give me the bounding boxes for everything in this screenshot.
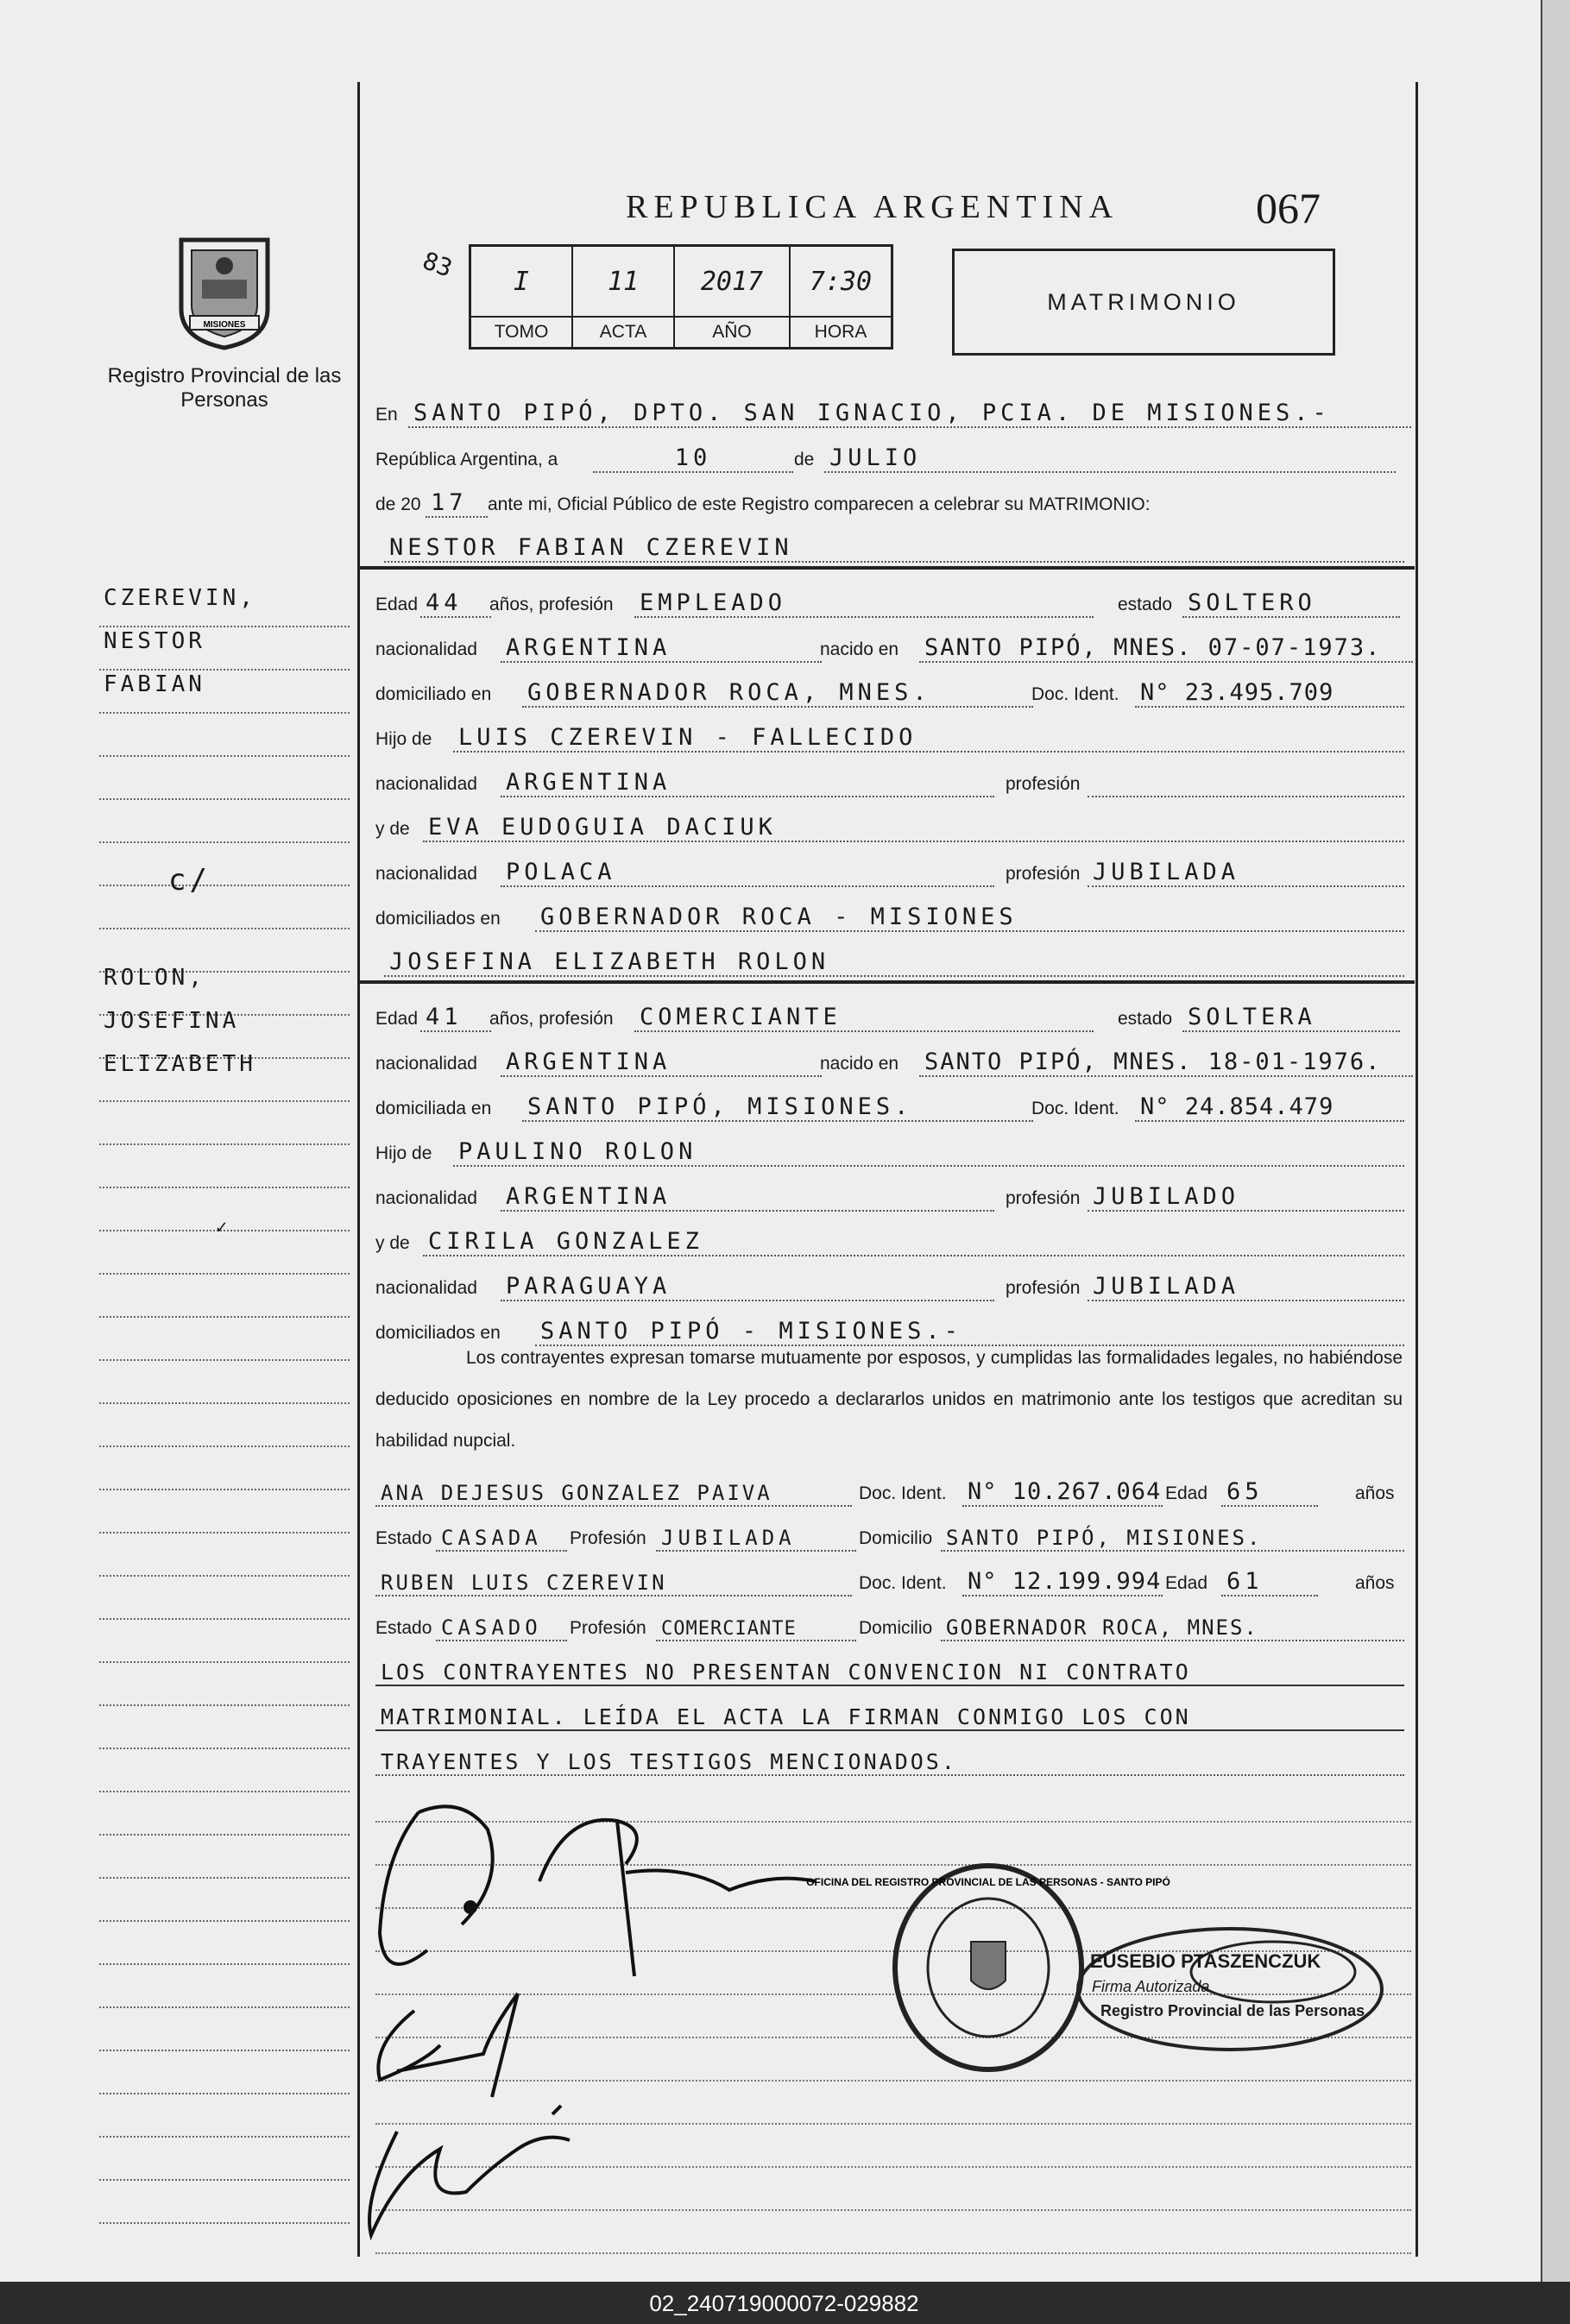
- hora-label: HORA: [814, 322, 867, 342]
- year-value: 17: [426, 489, 488, 518]
- place-value: SANTO PIPÓ, DPTO. SAN IGNACIO, PCIA. DE MISIONES.-: [408, 400, 1411, 428]
- bride-mother-line: y de CIRILA GONZALEZ: [375, 1215, 1411, 1256]
- groom-mother-nac-line: nacionalidad POLACA profesión JUBILADA: [375, 846, 1411, 887]
- groom-parents-dom-line: domiciliados en GOBERNADOR ROCA - MISIONES: [375, 891, 1411, 932]
- margin-bride-surname: ROLON,: [104, 965, 205, 991]
- bride-nac-line: nacionalidad ARGENTINA nacido en SANTO PIPÓ, MNES. 18-01-1976.: [375, 1036, 1411, 1077]
- anio-value: 2017: [675, 247, 791, 318]
- officer-stamp: [1075, 1924, 1385, 2054]
- groom-father-nac-line: nacionalidad ARGENTINA profesión: [375, 756, 1411, 797]
- margin-conj: c/: [168, 863, 211, 897]
- crest-text: MISIONES: [203, 320, 246, 330]
- margin-tick: ✓: [216, 1217, 231, 1238]
- tomo-value: I: [471, 247, 573, 318]
- officer-name: EUSEBIO PTASZENCZUK: [1090, 1950, 1321, 1972]
- groom-dom-line: domiciliado en GOBERNADOR ROCA, MNES. Doc. Ident. N° 23.495.709: [375, 666, 1411, 708]
- officer-role: Firma Autorizada: [1092, 1978, 1210, 1995]
- place-line: En SANTO PIPÓ, DPTO. SAN IGNACIO, PCIA. DE MISIONES.-: [375, 387, 1411, 428]
- section-divider: [360, 566, 1415, 570]
- book-spine: [1541, 0, 1570, 2282]
- acta-label: ACTA: [573, 318, 675, 347]
- officer-org: Registro Provincial de las Personas: [1100, 2002, 1365, 2019]
- misiones-crest-icon: [164, 231, 285, 352]
- margin-groom-name: NESTOR: [104, 628, 205, 654]
- bride-parents-dom-line: domiciliados en SANTO PIPÓ - MISIONES.-: [375, 1305, 1411, 1346]
- bride-father-line: Hijo de PAULINO ROLON: [375, 1125, 1411, 1167]
- witness-1-detail-line: Estado CASADA Profesión JUBILADA Domicilio SANTO PIPÓ, MISIONES.: [375, 1510, 1411, 1552]
- folio-number: 067: [1256, 184, 1321, 232]
- declaration-text: Los contrayentes expresan tomarse mutuamente por esposos, y cumplidas las formalidades legales, no habiéndose deducido oposiciones en nombre de la Ley procedo a declararlos unidos en matrimonio ante los testigos que acreditan su habilidad nupcial.: [375, 1348, 1403, 1451]
- margin-note: 83: [419, 246, 457, 283]
- margin-groom-surname: CZEREVIN,: [104, 585, 256, 611]
- tomo-label: TOMO: [471, 318, 573, 347]
- date-line: República Argentina, a 10 de JULIO: [375, 431, 1411, 473]
- year-line: de 20 17 ante mi, Oficial Público de este Registro comparecen a celebrar su MATRIMONIO:: [375, 489, 1151, 516]
- groom-age-line: Edad 44 años, profesión EMPLEADO estado SOLTERO: [375, 576, 1411, 618]
- margin-rule: [357, 82, 360, 2257]
- act-type-box: MATRIMONIO: [952, 249, 1335, 356]
- groom-name-line: [375, 521, 1411, 563]
- bride-mother-nac-line: nacionalidad PARAGUAYA profesión JUBILADA: [375, 1260, 1411, 1301]
- right-rule: [1416, 82, 1418, 2257]
- groom-full-name: NESTOR FABIAN CZEREVIN: [384, 534, 1404, 563]
- groom-mother-line: y de EVA EUDOGUIA DACIUK: [375, 801, 1411, 842]
- seal-text: OFICINA DEL REGISTRO PROVINCIAL DE LAS PERSONAS - SANTO PIPÓ: [806, 1876, 1170, 1888]
- closing-line-2: MATRIMONIAL. LEÍDA EL ACTA LA FIRMAN CONMIGO LOS CON: [375, 1690, 1411, 1731]
- witness-2-line: RUBEN LUIS CZEREVIN Doc. Ident. N° 12.199.994 Edad 61 años: [375, 1555, 1411, 1597]
- witness-2-detail-line: Estado CASADO Profesión COMERCIANTE Domicilio GOBERNADOR ROCA, MNES.: [375, 1600, 1411, 1641]
- bride-age-line: Edad 41 años, profesión COMERCIANTE estado SOLTERA: [375, 991, 1411, 1032]
- groom-father-line: Hijo de LUIS CZEREVIN - FALLECIDO: [375, 711, 1411, 753]
- bride-father-nac-line: nacionalidad ARGENTINA profesión JUBILADO: [375, 1170, 1411, 1212]
- groom-nac-line: nacionalidad ARGENTINA nacido en SANTO PIPÓ, MNES. 07-07-1973.: [375, 621, 1411, 663]
- record-box: [469, 244, 893, 350]
- witness-signatures: [345, 1976, 630, 2261]
- closing-line-1: LOS CONTRAYENTES NO PRESENTAN CONVENCION NI CONTRATO: [375, 1645, 1411, 1686]
- witness-1-line: ANA DEJESUS GONZALEZ PAIVA Doc. Ident. N° 10.267.064 Edad 65 años: [375, 1465, 1411, 1507]
- day-value: 10: [593, 444, 793, 473]
- month-value: JULIO: [824, 444, 1396, 473]
- acta-value: 11: [573, 247, 675, 318]
- bride-name-line: [375, 935, 1411, 977]
- bride-full-name: JOSEFINA ELIZABETH ROLON: [384, 948, 1404, 977]
- document-code: 02_240719000072-029882: [649, 2290, 919, 2316]
- bride-dom-line: domiciliada en SANTO PIPÓ, MISIONES. Doc. Ident. N° 24.854.479: [375, 1080, 1411, 1122]
- margin-bride-name: JOSEFINA: [104, 1008, 240, 1034]
- margin-bride-name2: ELIZABETH: [104, 1051, 256, 1077]
- anio-label: AÑO: [675, 318, 791, 347]
- margin-groom-name2: FABIAN: [104, 671, 205, 697]
- contrayentes-signatures: [367, 1760, 850, 2002]
- closing-line-3: TRAYENTES Y LOS TESTIGOS MENCIONADOS.: [375, 1735, 1411, 1776]
- section-divider: [360, 980, 1415, 984]
- hora-value: 7:30: [791, 247, 891, 318]
- country-title: REPUBLICA ARGENTINA: [626, 189, 1119, 225]
- registry-name: Registro Provincial de las Personas: [107, 364, 342, 412]
